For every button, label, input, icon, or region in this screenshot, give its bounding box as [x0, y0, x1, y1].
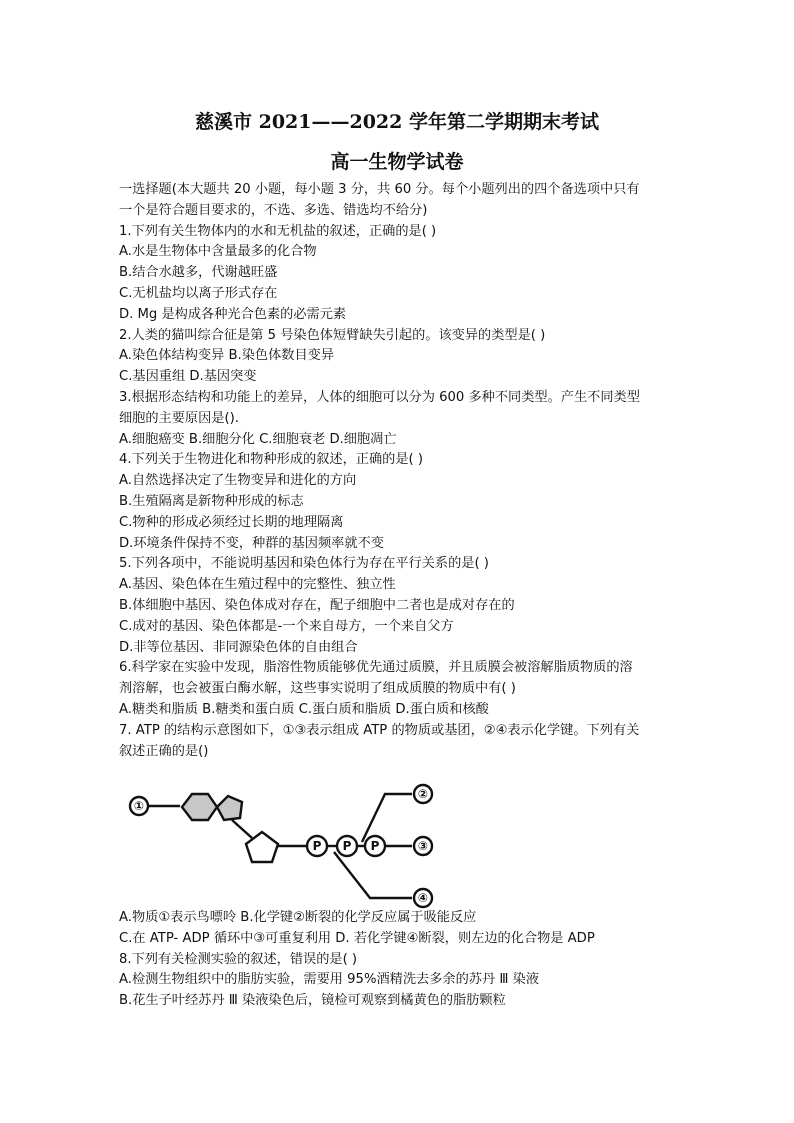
text-line: 一个是符合题目要求的，不选、多选、错选均不给分)	[119, 202, 428, 218]
text-line: B.花生子叶经苏丹 Ⅲ 染液染色后，镜检可观察到橘黄色的脂肪颗粒	[119, 993, 506, 1009]
text-line: A.水是生物体中含量最多的化合物	[119, 244, 317, 260]
text-line: 1.下列有关生物体内的水和无机盐的叙述，正确的是( )	[119, 223, 437, 239]
text-line: 细胞的主要原因是().	[119, 410, 239, 426]
text-line: C.在 ATP- ADP 循环中③可重复利用 D. 若化学键④断裂，则左边的化合物是 ADP	[119, 930, 595, 946]
bond-line	[232, 820, 252, 838]
phosphate-label: P	[312, 839, 322, 853]
text-line: A.物质①表示鸟嘌呤 B.化学键②断裂的化学反应属于吸能反应	[119, 910, 477, 925]
text-line: 2.人类的猫叫综合征是第 5 号染色体短臂缺失引起的。该变异的类型是( )	[119, 327, 546, 343]
text-line: 一选择题(本大题共 20 小题，每小题 3 分，共 60 分。每个小题列出的四个备选项中只有	[119, 182, 640, 197]
bond-pointer-2	[362, 794, 412, 842]
figure-label-2: ②	[417, 787, 429, 801]
text-line: 5.下列各项中，不能说明基因和染色体行为存在平行关系的是( )	[119, 556, 489, 572]
text-line: 8.下列有关检测实验的叙述，错误的是( )	[119, 951, 358, 967]
text-line: A.基因、染色体在生殖过程中的完整性、独立性	[119, 577, 396, 593]
text-line: 6.科学家在实验中发现，脂溶性物质能够优先通过质膜，并且质膜会被溶解脂质物质的溶	[119, 660, 633, 676]
text-line: D.非等位基因、非同源染色体的自由组合	[119, 639, 358, 655]
text-line: C.基因重组 D.基因突变	[119, 369, 257, 385]
text-line: C.无机盐均以离子形式存在	[119, 285, 278, 301]
phosphate-label: P	[370, 839, 380, 853]
text-line: B.结合水越多，代谢越旺盛	[119, 265, 278, 281]
text-line: A.糖类和脂质 B.糖类和蛋白质 C.蛋白质和脂质 D.蛋白质和核酸	[119, 701, 489, 717]
exam-title: 慈溪市 2021——2022 学年第二学期期末考试	[195, 111, 599, 133]
atp-structure-diagram	[120, 770, 440, 910]
text-line: C.成对的基因、染色体都是-一个来自母方，一个来自父方	[119, 618, 454, 634]
text-line: B.体细胞中基因、染色体成对存在，配子细胞中二者也是成对存在的	[119, 597, 515, 613]
figure-label-1: ①	[133, 799, 145, 813]
purine-hexagon	[182, 794, 217, 820]
exam-subtitle: 高一生物学试卷	[330, 151, 464, 173]
text-line: A.细胞癌变 B.细胞分化 C.细胞衰老 D.细胞凋亡	[119, 431, 397, 447]
figure-label-3: ③	[417, 839, 429, 853]
text-line: 3.根据形态结构和功能上的差异，人体的细胞可以分为 600 多种不同类型。产生不同类型	[119, 389, 640, 405]
text-line: D.环境条件保持不变，种群的基因频率就不变	[119, 535, 384, 551]
text-line: 剂溶解，也会被蛋白酶水解，这些事实说明了组成质膜的物质中有( )	[119, 681, 516, 697]
text-line: B.生殖隔离是新物种形成的标志	[119, 493, 304, 509]
text-line: 7. ATP 的结构示意图如下，①③表示组成 ATP 的物质或基团，②④表示化学键。下列有关	[119, 722, 640, 738]
question-text-block-2	[119, 908, 679, 1012]
text-line: A.自然选择决定了生物变异和进化的方向	[119, 473, 357, 489]
text-line: A.检测生物组织中的脂肪实验，需要用 95%酒精洗去多余的苏丹 Ⅲ 染液	[119, 972, 540, 988]
bond-pointer-4	[334, 852, 412, 898]
text-line: 4.下列关于生物进化和物种形成的叙述，正确的是( )	[119, 452, 423, 468]
purine-pentagon	[217, 796, 242, 820]
phosphate-label: P	[342, 839, 352, 853]
figure-label-4: ④	[417, 891, 429, 905]
question-text-block	[119, 180, 679, 762]
text-line: A.染色体结构变异 B.染色体数目变异	[119, 348, 335, 364]
text-line: 叙述正确的是()	[119, 743, 209, 759]
text-line: D. Mg 是构成各种光合色素的必需元素	[119, 306, 347, 322]
text-line: C.物种的形成必须经过长期的地理隔离	[119, 514, 344, 530]
